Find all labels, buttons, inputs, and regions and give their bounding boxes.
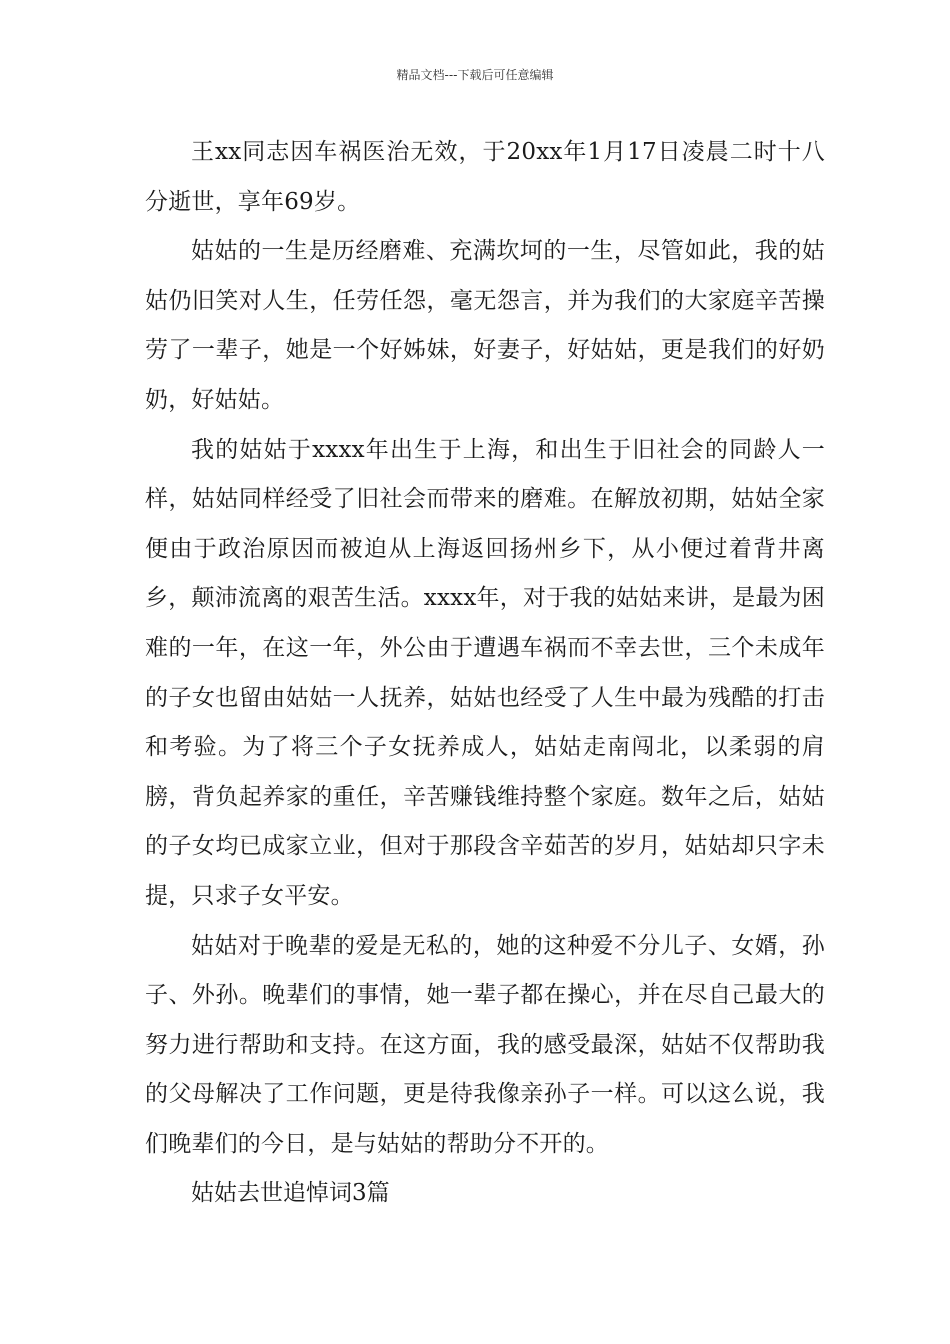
closing-heading: 姑姑去世追悼词3篇 bbox=[191, 1180, 390, 1207]
paragraph-love-for-juniors: 姑姑对于晚辈的爱是无私的，她的这种爱不分儿子、女婿，孙子、外孙。晚辈们的事情，她一辈子都在操心，并在尽自己最大的努力进行帮助和支持。在这方面，我的感受最深，姑姑不仅帮助我的父母解决了工作问题，更是待我像亲孙子一样。可以这么说，我们晚辈们的今日，是与姑姑的帮助分不开的。 bbox=[145, 932, 825, 1157]
header-note: 精品文档---下载后可任意编辑 bbox=[396, 68, 554, 82]
paragraph-early-life: 我的姑姑于xxxx年出生于上海，和出生于旧社会的同龄人一样，姑姑同样经受了旧社会而带来的磨难。在解放初期，姑姑全家便由于政治原因而被迫从上海返回扬州乡下，从小便过着背井离乡，颠沛流离的艰苦生活。xxxx年，对于我的姑姑来讲，是最为困难的一年，在这一年，外公由于遭遇车祸而不幸去世，三个未成年的子女也留由姑姑一人抚养，姑姑也经受了人生中最为残酷的打击和考验。为了将三个子女抚养成人，姑姑走南闯北，以柔弱的肩膀，背负起养家的重任，辛苦赚钱维持整个家庭。数年之后，姑姑的子女均已成家立业，但对于那段含辛茹苦的岁月，姑姑却只字未提，只求子女平安。 bbox=[145, 436, 825, 909]
paragraph-life-summary: 姑姑的一生是历经磨难、充满坎坷的一生，尽管如此，我的姑姑仍旧笑对人生，任劳任怨，毫无怨言，并为我们的大家庭辛苦操劳了一辈子，她是一个好姊妹，好妻子，好姑姑，更是我们的好奶奶，好姑姑。 bbox=[145, 238, 825, 413]
document-body bbox=[145, 128, 825, 1219]
paragraph-death-notice: 王xx同志因车祸医治无效，于20xx年1月17日凌晨二时十八分逝世，享年69岁。 bbox=[145, 139, 825, 215]
